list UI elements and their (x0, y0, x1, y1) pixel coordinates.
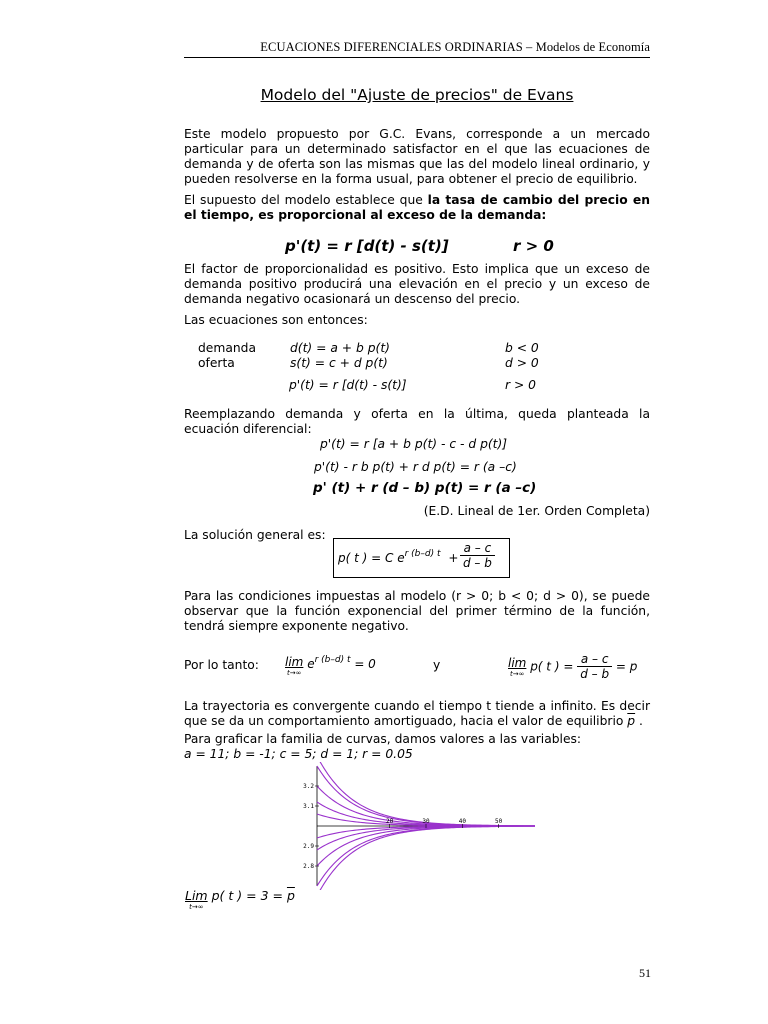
limit-1-sub: t→∞ (286, 669, 302, 677)
derivation-step-1: p'(t) = r [a + b p(t) - c - d p(t)] (320, 437, 508, 451)
limit-2-body: p( t ) = (530, 659, 574, 674)
limit-1-rhs: = 0 (354, 657, 376, 671)
limit-2-fraction (577, 652, 612, 681)
equilibrium-symbol: $\overline{p}$ (627, 714, 636, 728)
system-eq-demand: d(t) = a + b p(t) (290, 341, 390, 355)
final-limit-pbar: $\overline{p}$ (286, 888, 295, 903)
header-rule (184, 57, 650, 58)
x-tick-label: 40 (458, 818, 466, 825)
solution-denominator: d – b (463, 556, 492, 570)
limit-2-numerator: a – c (577, 652, 612, 667)
limit-2-denominator: d – b (580, 667, 610, 681)
solution-curve-9 (317, 826, 535, 886)
solution-curves-chart (297, 762, 537, 890)
final-limit (185, 888, 295, 911)
solution-box (333, 538, 510, 578)
paragraph-graph-intro: Para graficar la familia de curvas, damos valores a las variables: (184, 732, 582, 746)
y-tick-label: 3.1 (303, 803, 314, 810)
solution-lhs: p( t ) = C e (338, 551, 405, 565)
page-title: Modelo del "Ajuste de precios" de Evans (260, 86, 574, 104)
limit-1-exponent: r (b–d) t (314, 655, 351, 665)
solution-numerator: a – c (460, 541, 495, 556)
assumption-text: El supuesto del modelo establece que (184, 193, 428, 207)
x-tick-label: 20 (386, 818, 394, 825)
limit-1-word: lim (285, 655, 304, 669)
solution-plus: + (448, 551, 459, 565)
x-tick-label: 50 (495, 818, 503, 825)
system-cond-demand: b < 0 (505, 341, 539, 355)
paragraph-equations-intro: Las ecuaciones son entonces: (184, 313, 368, 327)
system-label-demand: demanda (198, 341, 257, 355)
final-limit-body: p( t ) = 3 = (211, 888, 287, 903)
convergence-text: La trayectoria es convergente cuando el tiempo t tiende a infinito. Es decir que se da un comportamiento amortiguado, hacia el valor de equilibrio (184, 699, 650, 728)
solution-exponent: r (b–d) t (404, 549, 441, 559)
final-limit-sub: t→∞ (189, 903, 204, 911)
paragraph-convergence (184, 699, 650, 729)
paragraph-factor: El factor de proporcionalidad es positivo. Esto implica que un exceso de demanda positivo producirá una elevación en el precio y un exceso de demanda negativo ocasionará un descenso del precio. (184, 262, 650, 306)
limit-1-body: e (307, 657, 315, 671)
solution-fraction (460, 541, 495, 570)
derivation-step-2: p'(t) - r b p(t) + r d p(t) = r (a –c) (314, 460, 517, 474)
limit-2-word: lim (508, 655, 527, 670)
limit-2-sub: t→∞ (509, 669, 525, 678)
system-eq-supply: s(t) = c + d p(t) (290, 356, 388, 370)
derivation-step-3: p' (t) + r (d – b) p(t) = r (a –c) (313, 480, 537, 496)
system-label-supply: oferta (198, 356, 235, 370)
final-limit-word: Lim (185, 888, 208, 903)
main-equation: p'(t) = r [d(t) - s(t)] (285, 237, 449, 255)
paragraph-assumption (184, 193, 650, 223)
system-cond-price: r > 0 (505, 378, 537, 392)
paragraph-intro: Este modelo propuesto por G.C. Evans, corresponde a un mercado particular para un determinado satisfactor en el que las ecuaciones de demanda y de oferta son las mismas que las del modelo lineal ordinario, y pueden resolverse en la forma usual, para obtener el precio de equilibrio. (184, 127, 650, 186)
limit-2-rhs: = p (615, 659, 638, 674)
page-number: 51 (639, 966, 651, 980)
paragraph-conditions: Para las condiciones impuestas al modelo (r > 0; b < 0; d > 0), se puede observar que la función exponencial del primer término de la función, tendrá siempre exponente negativo. (184, 589, 650, 633)
x-tick-label: 30 (422, 818, 430, 825)
solution-curve-8 (317, 826, 535, 866)
y-tick-label: 3.2 (303, 783, 314, 790)
system-eq-price: p'(t) = r [d(t) - s(t)] (289, 378, 407, 392)
and-word: y (433, 658, 441, 672)
limit-exponential (285, 655, 376, 677)
paragraph-substitution: Reemplazando demanda y oferta en la última, queda planteada la ecuación diferencial: (184, 407, 650, 436)
limit-price (508, 652, 637, 681)
variable-values: a = 11; b = -1; c = 5; d = 1; r = 0.05 (184, 747, 413, 761)
y-tick-label: 2.8 (303, 863, 314, 870)
running-header: ECUACIONES DIFERENCIALES ORDINARIAS – Modelos de Economía (260, 40, 650, 54)
assumption-bold: la tasa de cambio del precio en el tiempo, es proporcional al exceso de la demanda: (184, 193, 650, 222)
convergence-dot: . (635, 714, 643, 728)
system-cond-supply: d > 0 (505, 356, 539, 370)
derivation-note: (E.D. Lineal de 1er. Orden Completa) (423, 504, 650, 518)
paragraph-general-solution: La solución general es: (184, 528, 326, 542)
solution-curve-2 (317, 766, 535, 826)
y-tick-label: 2.9 (303, 843, 314, 850)
main-condition: r > 0 (513, 237, 554, 255)
therefore-label: Por lo tanto: (184, 658, 259, 672)
